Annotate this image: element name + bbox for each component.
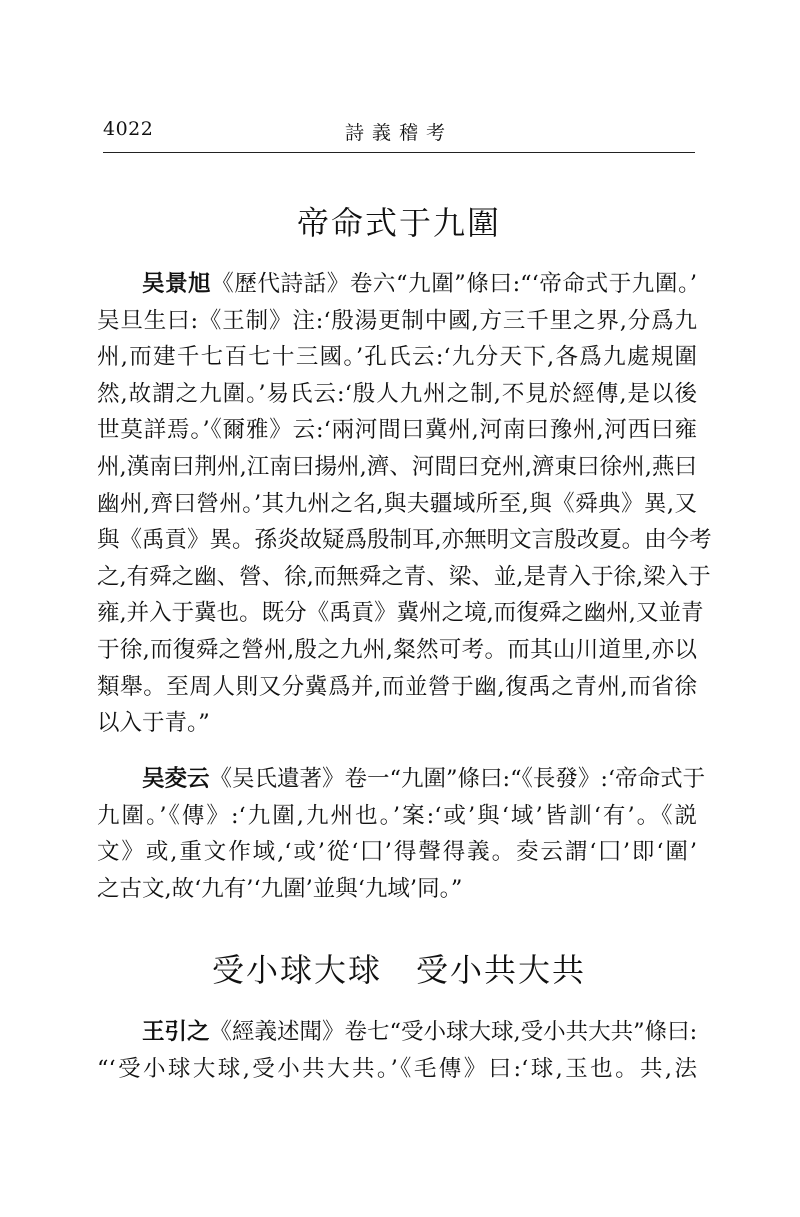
text-line: 然,故謂之九圍。’易氏云:‘殷人九州之制,不見於經傳,是以後 (97, 380, 697, 407)
text-line: 文》或,重文作域,‘或’從‘囗’得聲得義。夌云謂‘囗’即‘圍’ (97, 839, 697, 866)
section-title: 帝命式于九圍 (296, 204, 501, 242)
author-name: 王引之 (142, 1019, 210, 1045)
text-line (97, 266, 697, 303)
paragraph (97, 761, 706, 907)
text-line: 吴旦生曰:《王制》注:‘殷湯更制中國,方三千里之界,分爲九 (97, 307, 697, 334)
running-title: 詩義稽考 (344, 122, 453, 144)
text-line: 州,漢南曰荆州,江南曰揚州,濟、河間曰兗州,濟東曰徐州,燕曰 (97, 453, 697, 480)
author-name: 吴夌云 (142, 766, 210, 792)
author-name: 吴景旭 (142, 271, 212, 297)
page-header (103, 118, 695, 154)
text-line: 州,而建千七百七十三國。’孔氏云:‘九分天下,各爲九處規圍 (97, 344, 697, 371)
text-line: 之古文,故‘九有’‘九圍’並與‘九域’同。” (97, 875, 463, 902)
line-text: 《經義述聞》卷七“受小球大球,受小共大共”條曰: (209, 1019, 698, 1045)
text-line: 之,有舜之幽、營、徐,而無舜之青、梁、並,是青入于徐,梁入于 (97, 563, 711, 590)
paragraph (97, 1014, 697, 1087)
text-line: 類舉。至周人則又分冀爲并,而並營于幽,復禹之青州,而省徐 (97, 673, 697, 700)
text-line: 幽州,齊曰營州。’其九州之名,與夫疆域所至,與《舜典》異,又 (97, 490, 697, 517)
text-line: 九圍。’《傳》:‘九圍,九州也。’案:‘或’與‘域’皆訓‘有’。《説 (97, 802, 697, 829)
text-line: 世莫詳焉。’《爾雅》云:‘兩河間曰冀州,河南曰豫州,河西曰雍 (97, 417, 697, 444)
section-title: 受小球大球 受小共大共 (211, 951, 586, 989)
line-text: 《歷代詩話》卷六“九圍”條曰:“‘帝命式于九圍。’ (211, 271, 697, 297)
line-text: 《吴氏遺著》卷一“九圍”條曰:“《長發》:‘帝命式于 (209, 766, 706, 792)
header-rule (103, 152, 695, 153)
text-line (97, 1014, 697, 1051)
text-line: 以入于青。” (97, 710, 210, 737)
text-line: 于徐,而復舜之營州,殷之九州,粲然可考。而其山川道里,亦以 (97, 636, 697, 663)
text-line (97, 761, 706, 798)
page-number: 4022 (103, 118, 154, 140)
paragraph (97, 266, 712, 742)
text-line: 雍,并入于冀也。既分《禹貢》冀州之境,而復舜之幽州,又並青 (97, 600, 704, 627)
text-line: 與《禹貢》異。孫炎故疑爲殷制耳,亦無明文言殷改夏。由今考 (97, 527, 712, 554)
text-line: “‘受小球大球,受小共大共。’《毛傳》曰:‘球,玉也。共,法 (97, 1055, 697, 1082)
